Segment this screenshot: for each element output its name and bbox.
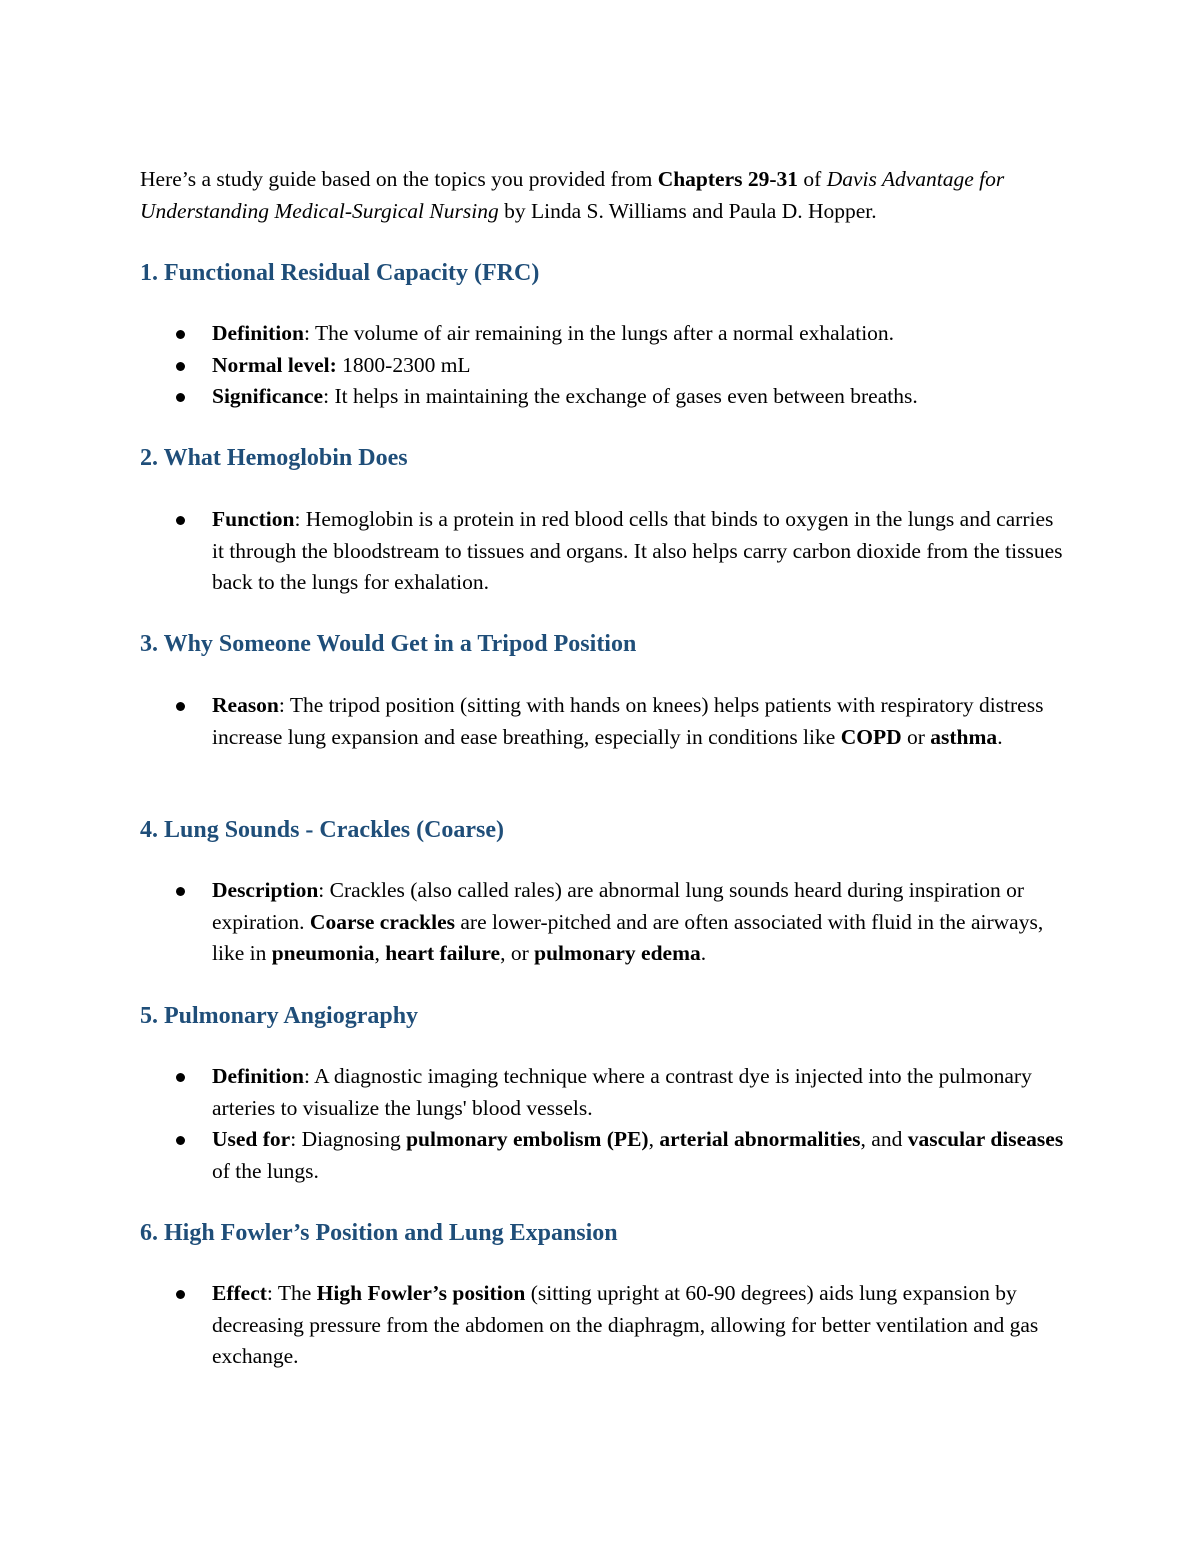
item-emphasis: Coarse crackles xyxy=(309,909,455,934)
item-text: are lower-pitched and are often associated with fluid in the airways, like in xyxy=(212,909,1044,965)
item-emphasis: COPD xyxy=(840,724,902,749)
section-heading: 3. Why Someone Would Get in a Tripod Position xyxy=(140,631,637,657)
item-emphasis: pneumonia xyxy=(271,941,375,965)
item-text: , or xyxy=(500,941,535,965)
item-text: , xyxy=(648,1127,660,1151)
book-title: Davis Advantage for Understanding Medical-Surgical Nursing xyxy=(140,167,1005,223)
item-text: : The xyxy=(266,1281,317,1305)
section-heading: 5. Pulmonary Angiography xyxy=(140,1003,419,1029)
intro-text: Here’s a study guide based on the topics you provided from xyxy=(140,167,658,191)
bullet-icon xyxy=(176,1073,185,1082)
list-item xyxy=(140,350,1065,382)
item-text: of the lungs. xyxy=(212,1158,319,1183)
item-text: : Hemoglobin is a protein in red blood cells that binds to oxygen in the lungs and carries it through the bloodstream to tissues and organs. It also helps carry carbon dioxide from the tissues back to the lungs for exhalation. xyxy=(212,507,1063,594)
bullet-icon xyxy=(176,702,185,711)
list-item xyxy=(140,318,1065,350)
list-item xyxy=(140,690,1065,753)
item-emphasis: heart failure xyxy=(385,941,501,965)
item-label: Description xyxy=(212,878,319,902)
bullet-icon xyxy=(176,887,185,896)
item-emphasis: pulmonary embolism (PE) xyxy=(406,1127,649,1151)
item-text: : Crackles (also called rales) are abnormal lung sounds heard during inspiration or expiration. xyxy=(212,878,1024,934)
item-text: . xyxy=(700,941,707,965)
item-text: (sitting upright at 60-90 degrees) aids lung expansion by decreasing pressure from the abdomen on the diaphragm, allowing for better ventilation and gas exchange. xyxy=(212,1281,1039,1368)
item-emphasis: vascular diseases xyxy=(907,1127,1064,1151)
item-label: Significance xyxy=(212,384,324,408)
intro-paragraph xyxy=(140,163,1065,227)
section-angiography-list xyxy=(140,1061,1065,1187)
section-high-fowlers xyxy=(140,1217,1065,1249)
intro-chapters: Chapters 29-31 xyxy=(657,167,799,191)
item-emphasis: arterial abnormalities xyxy=(659,1127,861,1151)
bullet-icon xyxy=(176,362,185,371)
item-label: Normal level: xyxy=(212,352,337,377)
item-label: Definition xyxy=(212,1064,304,1088)
item-emphasis: High Fowler’s position xyxy=(316,1281,526,1305)
item-text: 1800-2300 mL xyxy=(336,352,471,377)
item-text: or xyxy=(901,724,931,749)
list-item xyxy=(140,1061,1065,1124)
section-frc xyxy=(140,257,1065,289)
item-label: Reason xyxy=(212,693,279,717)
section-hemoglobin xyxy=(140,442,1065,474)
list-item xyxy=(140,875,1065,970)
bullet-icon xyxy=(176,516,185,525)
item-text: : Diagnosing xyxy=(290,1127,407,1151)
item-text: : A diagnostic imaging technique where a contrast dye is injected into the pulmonary arteries to visualize the lungs' blood vessels. xyxy=(212,1064,1032,1120)
item-label: Effect xyxy=(212,1281,267,1305)
intro-text: of xyxy=(798,167,827,191)
list-item xyxy=(140,381,1065,413)
intro-text: by Linda S. Williams and Paula D. Hopper. xyxy=(498,199,877,223)
section-frc-list xyxy=(140,318,1065,413)
item-label: Used for xyxy=(212,1127,291,1151)
item-label: Definition xyxy=(212,321,304,345)
bullet-icon xyxy=(176,1136,185,1145)
list-item xyxy=(140,504,1065,599)
item-text: : It helps in maintaining the exchange of gases even between breaths. xyxy=(323,384,918,408)
section-tripod-list xyxy=(140,690,1065,753)
item-text: : The volume of air remaining in the lungs after a normal exhalation. xyxy=(303,321,895,345)
item-emphasis: asthma xyxy=(930,724,998,749)
list-item xyxy=(140,1278,1065,1373)
section-crackles xyxy=(140,814,1065,846)
item-text: . xyxy=(997,724,1003,749)
bullet-icon xyxy=(176,330,185,339)
section-high-fowlers-list xyxy=(140,1278,1065,1373)
section-angiography xyxy=(140,1000,1065,1032)
section-heading: 1. Functional Residual Capacity (FRC) xyxy=(140,260,540,286)
item-text: , xyxy=(374,941,386,965)
section-heading: 2. What Hemoglobin Does xyxy=(140,445,408,471)
section-hemoglobin-list xyxy=(140,504,1065,599)
item-label: Function xyxy=(212,507,295,531)
item-emphasis: pulmonary edema xyxy=(534,941,701,965)
section-heading: 6. High Fowler’s Position and Lung Expansion xyxy=(140,1220,618,1246)
bullet-icon xyxy=(176,1290,185,1299)
section-heading: 4. Lung Sounds - Crackles (Coarse) xyxy=(140,817,505,843)
list-item xyxy=(140,1124,1065,1187)
section-tripod xyxy=(140,628,1065,660)
item-text: , and xyxy=(860,1127,908,1151)
item-text: : The tripod position (sitting with hands on knees) helps patients with respiratory distress increase lung expansion and ease breathing, especially in conditions like xyxy=(212,693,1044,749)
section-crackles-list xyxy=(140,875,1065,970)
bullet-icon xyxy=(176,393,185,402)
